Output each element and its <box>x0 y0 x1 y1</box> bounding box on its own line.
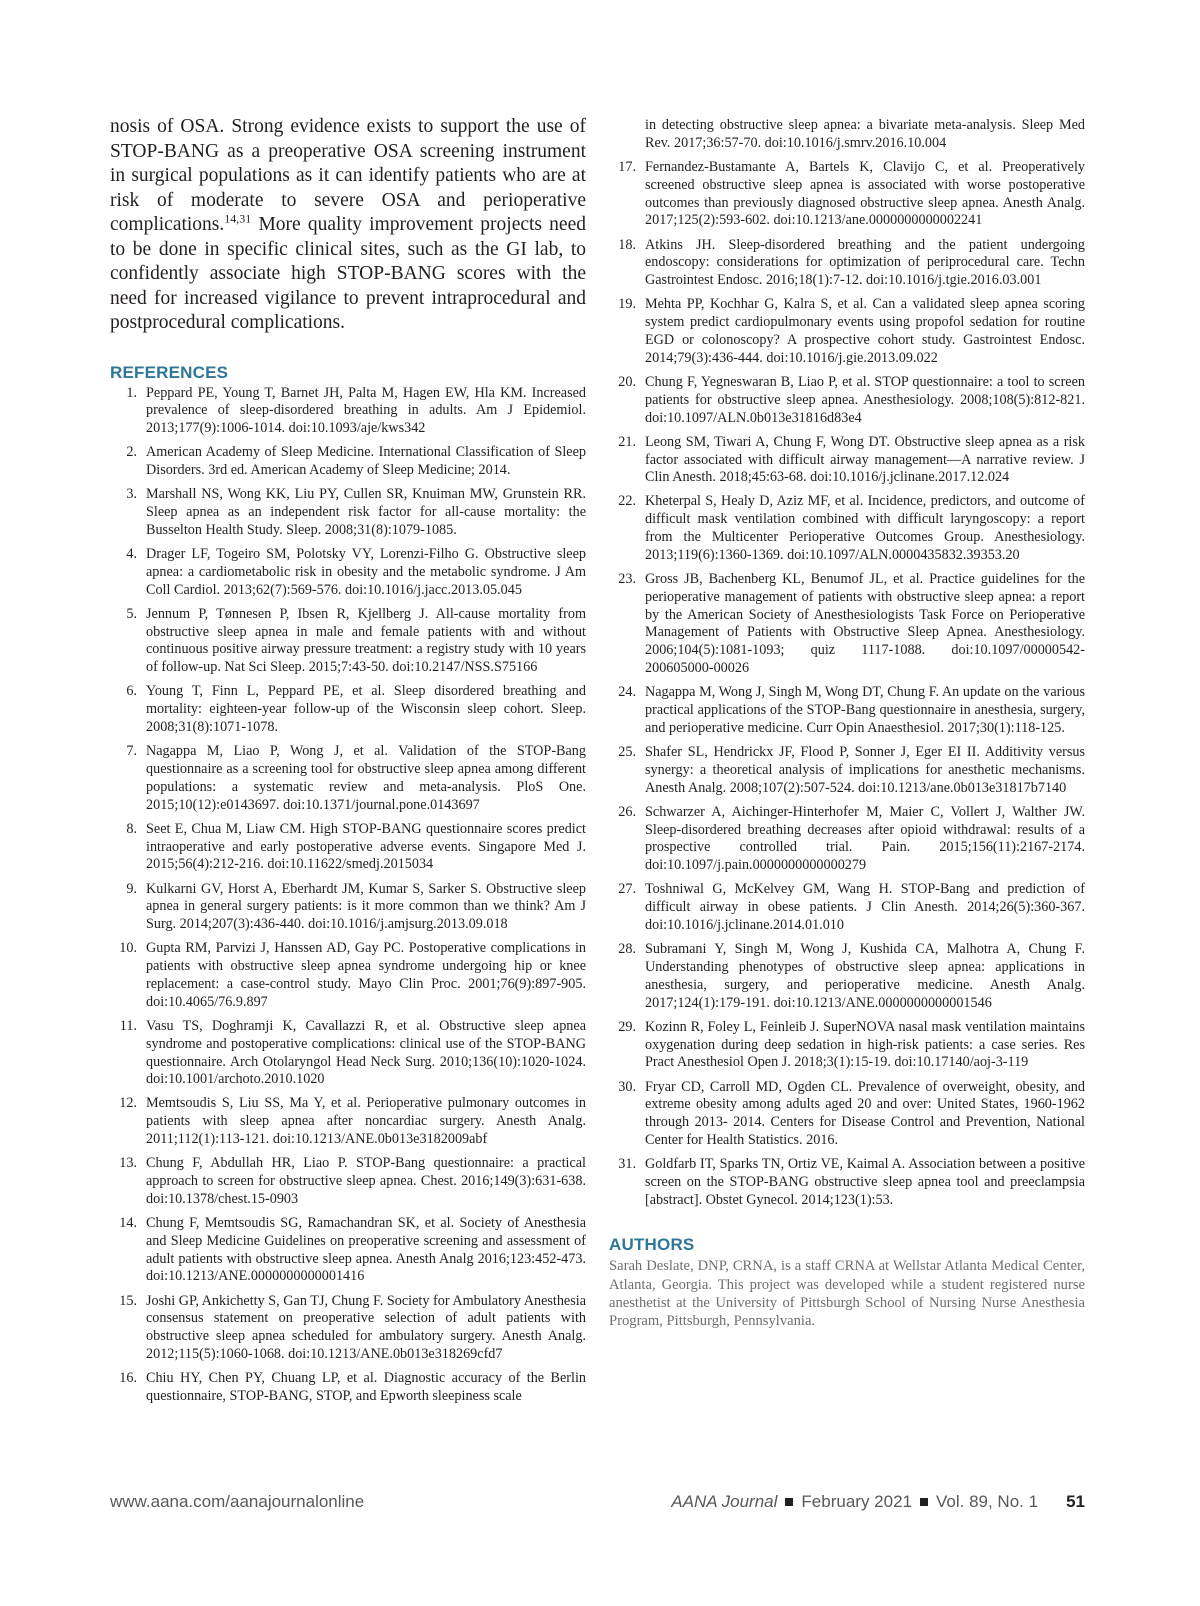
reference-text: Seet E, Chua M, Liaw CM. High STOP-BANG questionnaire scores predict intraoperative and early postoperative adverse events. Singapore Med J. 2015;56(4):212-216. doi:10.11622/smedj.2015034 <box>146 820 586 873</box>
reference-item <box>110 743 586 814</box>
reference-text: Peppard PE, Young T, Barnet JH, Palta M, Hagen EW, Hla KM. Increased prevalence of sleep-disordered breathing in adults. Am J Epidemiol. 2013;177(9):1006-1014. doi:10.1093/aje/kws342 <box>146 384 586 437</box>
reference-text: Nagappa M, Wong J, Singh M, Wong DT, Chung F. An update on the various practical applications of the STOP-Bang questionnaire in anesthesia, surgery, and perioperative medicine. Curr Opin Anaesthesiol. 2017;30(1):118-125. <box>645 684 1085 736</box>
intro-paragraph <box>110 115 586 336</box>
reference-item <box>609 434 1085 487</box>
reference-text: Marshall NS, Wong KK, Liu PY, Cullen SR, Knuiman MW, Grunstein RR. Sleep apnea as an independent risk factor for all-cause mortality: the Busselton Health Study. Sleep. 2008;31(8):1079-1085. <box>146 486 586 538</box>
reference-number: 5. <box>126 605 137 622</box>
reference-item <box>110 1370 586 1406</box>
footer-website[interactable]: www.aana.com/aanajournalonline <box>110 1492 365 1511</box>
reference-number: 12. <box>119 1095 137 1112</box>
reference-number: 10. <box>119 940 137 957</box>
reference-number: 16. <box>119 1370 137 1387</box>
reference-text: Kulkarni GV, Horst A, Eberhardt JM, Kumar S, Sarker S. Obstructive sleep apnea in general surgery patients: is it more common than we think? Am J Surg. 2014;207(3):436-440. doi:10.1016/j.amjsurg.2013.09.018 <box>146 880 586 933</box>
reference-text: Joshi GP, Ankichetty S, Gan TJ, Chung F. Society for Ambulatory Anesthesia consensus statement on preoperative selection of adult patients with obstructive sleep apnea scheduled for ambulatory surgery. Anesth Analg. 2012;115(5):1060-1068. doi:10.1213/ANE.0b013e318269cfd7 <box>146 1292 586 1363</box>
reference-item <box>609 1019 1085 1072</box>
reference-item <box>609 1079 1085 1150</box>
references-heading: REFERENCES <box>110 362 229 382</box>
reference-number: 24. <box>618 684 636 701</box>
reference-text: Fryar CD, Carroll MD, Ogden CL. Prevalence of overweight, obesity, and extreme obesity among adults aged 20 and over: United States, 1960-1962 through 2013- 2014. Centers for Disease Control and Prevention, National Center for Health Statistics. 2016. <box>645 1078 1085 1148</box>
square-bullet-icon <box>920 1498 928 1506</box>
reference-text: Atkins JH. Sleep-disordered breathing and the patient undergoing endoscopy: considerations for optimization of periprocedural care. Techn Gastrointest Endosc. 2016;18(1):7-12. doi:10.1016/j.tgie.2016.03.001 <box>645 236 1085 289</box>
reference-item <box>110 1215 586 1286</box>
reference-number: 25. <box>618 744 636 761</box>
reference-item <box>609 159 1085 230</box>
reference-text: Memtsoudis S, Liu SS, Ma Y, et al. Perioperative pulmonary outcomes in patients with sleep apnea after noncardiac surgery. Anesth Analg. 2011;112(1):113-121. doi:10.1213/ANE.0b013e3182009abf <box>146 1095 586 1148</box>
reference-number: 9. <box>126 880 137 897</box>
reference-item <box>609 1156 1085 1209</box>
reference-number: 13. <box>119 1155 137 1172</box>
reference-item <box>609 804 1085 875</box>
reference-number: 4. <box>126 546 137 563</box>
reference-number: 15. <box>119 1292 137 1309</box>
page-number: 51 <box>1066 1492 1085 1511</box>
reference-item <box>110 1095 586 1148</box>
reference-item <box>609 374 1085 427</box>
reference-number: 21. <box>618 433 636 450</box>
reference-number: 6. <box>126 683 137 700</box>
reference-text: Kheterpal S, Healy D, Aziz MF, et al. Incidence, predictors, and outcome of difficult mask ventilation combined with difficult laryngoscopy: a report from the Multicenter Perioperative Outcomes Group. Anesthesiology. 2013;119(6):1360-1369. doi:10.1097/ALN.0000435832.39353.20 <box>645 493 1085 563</box>
reference-number: 19. <box>618 296 636 313</box>
reference-number: 31. <box>618 1156 636 1173</box>
reference-text: Chung F, Memtsoudis SG, Ramachandran SK, et al. Society of Anesthesia and Sleep Medicine Guidelines on preoperative screening and assessment of adult patients with obstructive sleep apnea. Anesth Analg 2016;123:452-473. doi:10.1213/ANE.0000000000001416 <box>146 1215 586 1285</box>
reference-item <box>110 821 586 874</box>
reference-item <box>110 444 586 480</box>
reference-number: 1. <box>126 384 137 401</box>
reference-item <box>609 237 1085 290</box>
reference-text: Kozinn R, Foley L, Feinleib J. SuperNOVA nasal mask ventilation maintains oxygenation during deep sedation in high-risk patients: a case series. Res Pract Anesthesiol Open J. 2018;3(1):15-19. doi:10.17140/aoj-3-119 <box>645 1018 1085 1071</box>
reference-text: Vasu TS, Doghramji K, Cavallazzi R, et al. Obstructive sleep apnea syndrome and postoperative complications: clinical use of the STOP-BANG questionnaire. Arch Otolaryngol Head Neck Surg. 2010;136(10):1020-1024. doi:10.1001/archoto.2010.1020 <box>146 1017 586 1088</box>
reference-number: 23. <box>618 571 636 588</box>
reference-number: 3. <box>126 486 137 503</box>
reference-number: 29. <box>618 1018 636 1035</box>
reference-item <box>110 546 586 599</box>
footer-volume: Vol. 89, No. 1 <box>936 1492 1039 1511</box>
reference-item <box>110 606 586 677</box>
reference-text: Chung F, Abdullah HR, Liao P. STOP-Bang questionnaire: a practical approach to screen for obstructive sleep apnea. Chest. 2016;149(3):631-638. doi:10.1378/chest.15-0903 <box>146 1155 586 1207</box>
reference-text: Gross JB, Bachenberg KL, Benumof JL, et al. Practice guidelines for the perioperative management of patients with obstructive sleep apnea: a report by the American Society of Anesthesiologists Task Force on Perioperative Management of Patients with Obstructive Sleep Apnea. Anesthesiology. 2006;104(5):1081-1093; quiz 1117-1088. doi:10.1097/00000542-200605000-00026 <box>645 571 1085 677</box>
authors-heading: AUTHORS <box>609 1235 695 1255</box>
reference-item <box>110 881 586 934</box>
reference-number: 8. <box>126 820 137 837</box>
reference-text: Chung F, Yegneswaran B, Liao P, et al. STOP questionnaire: a tool to screen patients for obstructive sleep apnea. Anesthesiology. 2008;108(5):812-821. doi:10.1097/ALN.0b013e31816d83e4 <box>645 373 1085 426</box>
reference-number: 18. <box>618 236 636 253</box>
page-footer <box>110 1492 1085 1512</box>
reference-item <box>609 571 1085 678</box>
reference-item <box>609 941 1085 1012</box>
footer-date: February 2021 <box>801 1492 912 1511</box>
reference-number: 28. <box>618 941 636 958</box>
reference-item <box>110 683 586 736</box>
square-bullet-icon <box>785 1498 793 1506</box>
reference-item <box>609 881 1085 934</box>
reference-number: 2. <box>126 444 137 461</box>
reference-item <box>609 684 1085 737</box>
reference-text: Schwarzer A, Aichinger-Hinterhofer M, Maier C, Vollert J, Walther JW. Sleep-disordered breathing decreases after opioid withdrawal: results of a prospective controlled trial. Pain. 2015;156(11):2167-2174. doi:10.1097/j.pain.0000000000000279 <box>645 803 1085 874</box>
reference-number: 22. <box>618 493 636 510</box>
reference-item <box>609 493 1085 564</box>
footer-citation <box>671 1492 1085 1512</box>
reference-continued-text: in detecting obstructive sleep apnea: a bivariate meta-analysis. Sleep Med Rev. 2017;36:57-70. doi:10.1016/j.smrv.2016.10.004 <box>645 117 1085 151</box>
intro-text-a: nosis of OSA. Strong evidence exists to support the use of STOP-BANG as a preoperative OSA screening instrument in surgical populations as it can identify patients who are at risk of moderate to severe OSA and perioperative complications. <box>110 116 586 235</box>
reference-number: 17. <box>618 158 636 175</box>
reference-list-right <box>609 159 1085 1210</box>
reference-item <box>110 385 586 438</box>
reference-text: Nagappa M, Liao P, Wong J, et al. Validation of the STOP-Bang questionnaire as a screening tool for obstructive sleep apnea among different populations: a systematic review and meta-analysis. PloS One. 2015;10(12):e0143697. doi:10.1371/journal.pone.0143697 <box>146 743 586 813</box>
reference-number: 26. <box>618 803 636 820</box>
reference-text: Mehta PP, Kochhar G, Kalra S, et al. Can a validated sleep apnea scoring system predict cardiopulmonary events using propofol sedation for routine EGD or colonoscopy? A prospective cohort study. Gastrointest Endosc. 2014;79(3):436-444. doi:10.1016/j.gie.2013.09.022 <box>645 296 1085 366</box>
reference-text: Leong SM, Tiwari A, Chung F, Wong DT. Obstructive sleep apnea as a risk factor associated with difficult airway management—A narrative review. J Clin Anesth. 2018;45:63-68. doi:10.1016/j.jclinane.2017.12.024 <box>645 433 1085 486</box>
reference-item <box>609 744 1085 797</box>
reference-text: Young T, Finn L, Peppard PE, et al. Sleep disordered breathing and mortality: eighteen-year follow-up of the Wisconsin sleep cohort. Sleep. 2008;31(8):1071-1078. <box>146 683 586 735</box>
reference-item <box>110 1018 586 1089</box>
reference-text: American Academy of Sleep Medicine. International Classification of Sleep Disorders. 3rd ed. American Academy of Sleep Medicine; 2014. <box>146 444 586 479</box>
intro-text-b: More quality improvement projects need to be done in specific clinical sites, such as the GI lab, to confidently associate high STOP-BANG scores with the need for increased vigilance to prevent intraprocedural and postprocedural complications. <box>110 214 586 333</box>
reference-item <box>110 486 586 539</box>
right-column <box>609 117 1085 1330</box>
reference-text: Drager LF, Togeiro SM, Polotsky VY, Lorenzi-Filho G. Obstructive sleep apnea: a cardiometabolic risk in obesity and the metabolic syndrome. J Am Coll Cardiol. 2013;62(7):569-576. doi:10.1016/j.jacc.2013.05.045 <box>146 546 586 598</box>
reference-text: Jennum P, Tønnesen P, Ibsen R, Kjellberg J. All-cause mortality from obstructive sleep apnea in male and female patients with and without continuous positive airway pressure treatment: a registry study with 10 years of follow-up. Nat Sci Sleep. 2015;7:43-50. doi:10.2147/NSS.S75166 <box>146 605 586 676</box>
reference-number: 30. <box>618 1078 636 1095</box>
reference-number: 7. <box>126 743 137 760</box>
reference-text: Shafer SL, Hendrickx JF, Flood P, Sonner J, Eger EI II. Additivity versus synergy: a theoretical analysis of implications for anesthetic mechanisms. Anesth Analg. 2008;107(2):507-524. doi:10.1213/ane.0b013e31817b7140 <box>645 744 1085 796</box>
reference-text: Chiu HY, Chen PY, Chuang LP, et al. Diagnostic accuracy of the Berlin questionnaire, STOP-BANG, STOP, and Epworth sleepiness scale <box>146 1370 586 1404</box>
left-column <box>110 115 586 1412</box>
reference-item <box>110 1293 586 1364</box>
reference-number: 14. <box>119 1215 137 1232</box>
reference-text: Goldfarb IT, Sparks TN, Ortiz VE, Kaimal A. Association between a positive screen on the STOP-BANG obstructive sleep apnea tool and preeclampsia [abstract]. Obstet Gynecol. 2014;123(1):53. <box>645 1156 1085 1208</box>
reference-16-continued <box>609 117 1085 153</box>
reference-item <box>609 296 1085 367</box>
reference-number: 11. <box>119 1017 137 1034</box>
footer-journal: AANA Journal <box>671 1492 778 1511</box>
reference-text: Gupta RM, Parvizi J, Hanssen AD, Gay PC. Postoperative complications in patients with obstructive sleep apnea syndrome undergoing hip or knee replacement: a case-control study. Mayo Clin Proc. 2001;76(9):897-905. doi:10.4065/76.9.897 <box>146 940 586 1010</box>
reference-number: 20. <box>618 373 636 390</box>
reference-item <box>110 1155 586 1208</box>
reference-number: 27. <box>618 881 636 898</box>
intro-citation: 14,31 <box>224 211 252 226</box>
reference-text: Toshniwal G, McKelvey GM, Wang H. STOP-Bang and prediction of difficult airway in obese patients. J Clin Anesth. 2014;26(5):360-367. doi:10.1016/j.jclinane.2014.01.010 <box>645 881 1085 933</box>
reference-item <box>110 940 586 1011</box>
reference-list-left <box>110 385 586 1406</box>
reference-text: Subramani Y, Singh M, Wong J, Kushida CA, Malhotra A, Chung F. Understanding phenotypes of obstructive sleep apnea: applications in anesthesia, surgery, and perioperative medicine. Anesth Analg. 2017;124(1):179-191. doi:10.1213/ANE.0000000000001546 <box>645 941 1085 1011</box>
authors-text: Sarah Deslate, DNP, CRNA, is a staff CRNA at Wellstar Atlanta Medical Center, Atlanta, Georgia. This project was developed while a student registered nurse anesthetist at the University of Pittsburgh School of Nursing Nurse Anesthesia Program, Pittsburgh, Pennsylvania. <box>609 1258 1085 1330</box>
reference-text: Fernandez-Bustamante A, Bartels K, Clavijo C, et al. Preoperatively screened obstructive sleep apnea is associated with worse postoperative outcomes than previously diagnosed obstructive sleep apnea. Anesth Analg. 2017;125(2):593-602. doi:10.1213/ane.0000000000002241 <box>645 158 1085 229</box>
